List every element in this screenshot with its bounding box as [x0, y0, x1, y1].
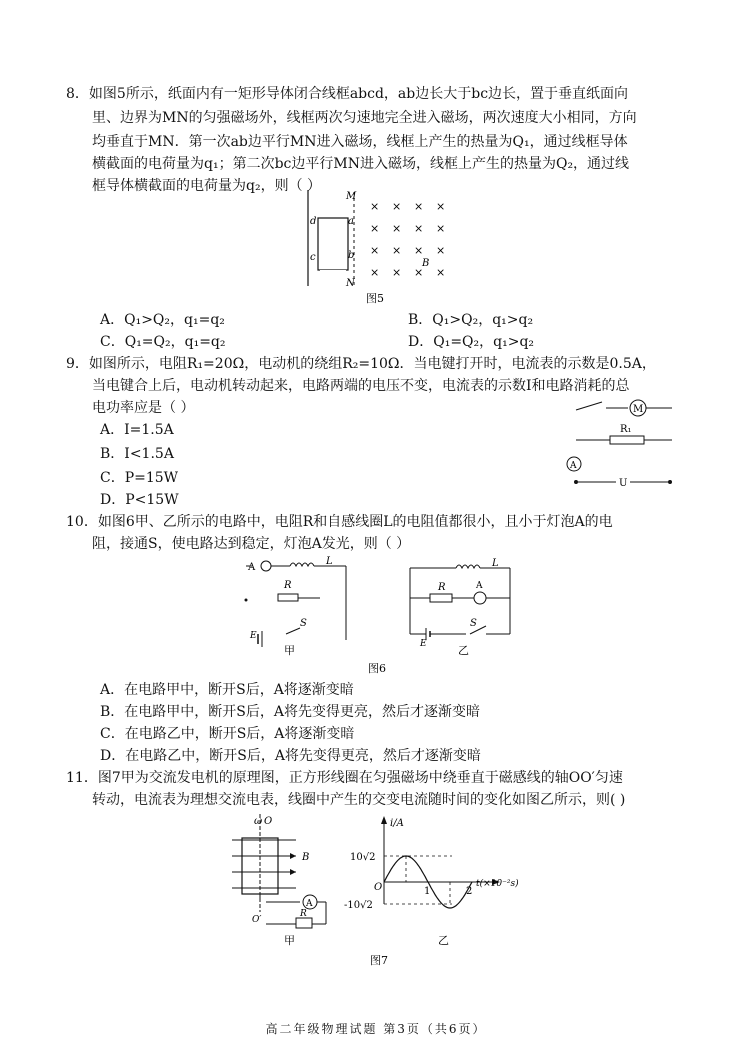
- q9-line-3: 电功率应是（ ）: [92, 400, 195, 416]
- figure-5-caption: 图5: [366, 292, 384, 305]
- coil-frame: [318, 218, 348, 270]
- q10-line-1: 10．如图6甲、乙所示的电路中，电阻R和自感线圈L的电阻值都很小，且小于灯泡A的电: [66, 514, 613, 530]
- lamp-icon: [261, 561, 271, 571]
- label-d: d: [310, 216, 317, 227]
- svg-text:×: ×: [436, 266, 446, 279]
- resistor-label-jia: R: [284, 580, 292, 591]
- y-max-label: 10√2: [350, 852, 376, 863]
- figure-7-caption: 图7: [370, 954, 388, 967]
- svg-text:×: ×: [436, 222, 446, 235]
- q8-line-3: 均垂直于MN．第一次ab边平行MN进入磁场，线框上产生的热量为Q₁，通过线框导体: [92, 134, 628, 150]
- svg-text:×: ×: [370, 200, 380, 213]
- svg-text:×: ×: [392, 222, 402, 235]
- label-B: B: [422, 258, 430, 269]
- svg-text:×: ×: [370, 222, 380, 235]
- battery-label-jia: E: [250, 631, 257, 641]
- battery-label-yi: E: [420, 639, 427, 649]
- figure-6: [230, 554, 530, 678]
- label-c: c: [310, 252, 316, 263]
- switch-label-jia: S: [300, 618, 307, 629]
- generator-diagram: [232, 814, 326, 947]
- q10-option-b: B．在电路甲中，断开S后，A将先变得更亮，然后才逐渐变暗: [100, 704, 480, 720]
- svg-text:×: ×: [414, 200, 424, 213]
- q9-option-b: B．I<1.5A: [100, 446, 174, 462]
- q10-option-a: A．在电路甲中，断开S后，A将逐渐变暗: [100, 682, 354, 698]
- axis-O-prime-label: O′: [252, 915, 262, 925]
- tick-1-label: 1: [424, 886, 431, 897]
- resistor-label: R: [300, 909, 307, 919]
- svg-text:×: ×: [436, 200, 446, 213]
- svg-text:×: ×: [370, 244, 380, 257]
- lamp-label-yi: A: [476, 581, 483, 591]
- label-a: a: [348, 216, 354, 227]
- q11-line-2: 转动，电流表为理想交流电表，线圈中产生的交变电流随时间的变化如图乙所示，则( ): [92, 792, 626, 808]
- q9-option-a: A．I=1.5A: [100, 422, 174, 438]
- label-N: N: [346, 278, 355, 289]
- motor-label: M: [633, 404, 644, 415]
- field-B-label: B: [302, 852, 310, 863]
- circuit-yi: [410, 558, 510, 657]
- figure-7: [226, 812, 546, 968]
- resistor-yi: [430, 594, 452, 602]
- lamp-label-jia: A: [248, 562, 256, 573]
- resistor-label: R₁: [620, 424, 632, 435]
- svg-text:×: ×: [436, 244, 446, 257]
- switch: [576, 402, 602, 410]
- figure-5: [290, 190, 470, 308]
- q10-line-2: 阻，接通S，使电路达到稳定，灯泡A发光，则（ ）: [92, 536, 411, 552]
- q8-line-1: 8．如图5所示，纸面内有一矩形导体闭合线框abcd，ab边长大于bc边长，置于垂直纸面向: [66, 86, 629, 102]
- figure-6-caption: 图6: [368, 662, 386, 675]
- svg-text:×: ×: [414, 244, 424, 257]
- q8-line-5: 框导体横截面的电荷量为q₂，则（ ）: [92, 178, 322, 194]
- switch-label-yi: S: [470, 618, 477, 629]
- inductor-label-jia: L: [326, 556, 333, 567]
- axis-O-label: O: [264, 816, 273, 827]
- voltage-label: U: [619, 478, 628, 489]
- svg-text:×: ×: [414, 222, 424, 235]
- q11-line-1: 11．图7甲为交流发电机的原理图，正方形线圈在匀强磁场中绕垂直于磁感线的轴OO′匀速: [66, 770, 623, 786]
- lamp-icon: [474, 592, 486, 604]
- svg-text:×: ×: [370, 266, 380, 279]
- omega-label: ω: [254, 816, 263, 827]
- inductor-yi: [456, 565, 480, 568]
- q9-circuit: [562, 396, 682, 492]
- circuit-jia: [245, 556, 347, 657]
- svg-text:×: ×: [392, 244, 402, 257]
- svg-text:×: ×: [392, 266, 402, 279]
- q10-option-d: D．在电路乙中，断开S后，A将先变得更亮，然后才逐渐变暗: [100, 748, 481, 764]
- resistor-jia: [278, 594, 298, 601]
- q9-line-1: 9．如图所示，电阻R₁=20Ω，电动机的绕组R₂=10Ω．当电键打开时，电流表的示数是0.5A，: [66, 356, 656, 372]
- inductor-jia: [290, 563, 314, 566]
- label-jia: 甲: [284, 934, 295, 947]
- y-axis-label: i/A: [390, 818, 404, 829]
- q9-option-d: D．P<15W: [100, 492, 179, 508]
- q8-option-a: A．Q₁>Q₂，q₁=q₂: [100, 312, 225, 328]
- y-min-label: -10√2: [344, 900, 373, 911]
- q8-line-4: 横截面的电荷量为q₁；第二次bc边平行MN进入磁场，线框上产生的热量为Q₂，通过线: [92, 156, 630, 172]
- label-yi: 乙: [438, 934, 449, 947]
- inductor-label-yi: L: [492, 558, 499, 569]
- tick-2-label: 2: [466, 886, 473, 897]
- x-axis-label: t(×10⁻²s): [476, 879, 519, 889]
- label-M: M: [346, 191, 357, 202]
- label-jia: 甲: [284, 644, 295, 657]
- ammeter-label: A: [306, 899, 313, 909]
- label-yi: 乙: [458, 644, 469, 657]
- resistor-label-yi: R: [438, 582, 446, 593]
- q10-option-c: C．在电路乙中，断开S后，A将逐渐变暗: [100, 726, 355, 742]
- q8-option-c: C．Q₁=Q₂，q₁=q₂: [100, 334, 226, 350]
- label-b: b: [348, 250, 355, 261]
- current-graph: [344, 816, 519, 947]
- origin-label: O: [374, 882, 383, 893]
- q8-line-2: 里、边界为MN的匀强磁场外，线框两次匀速地完全进入磁场，两次速度大小相同，方向: [92, 110, 637, 126]
- svg-text:×: ×: [392, 200, 402, 213]
- switch-jia: [286, 628, 300, 634]
- q8-option-d: D．Q₁=Q₂，q₁>q₂: [408, 334, 535, 350]
- magnetic-field-crosses: [370, 200, 445, 279]
- resistor-R1: [610, 436, 644, 444]
- q8-option-b: B．Q₁>Q₂，q₁>q₂: [408, 312, 534, 328]
- q9-line-2: 当电键合上后，电动机转动起来，电路两端的电压不变，电流表的示数I和电路消耗的总: [92, 378, 630, 394]
- ammeter-label: A: [570, 461, 577, 471]
- svg-text:×: ×: [414, 266, 424, 279]
- page-footer: 高二年级物理试题 第3页（共6页）: [265, 1022, 487, 1036]
- load-resistor: [296, 918, 312, 928]
- q9-option-c: C．P=15W: [100, 470, 179, 486]
